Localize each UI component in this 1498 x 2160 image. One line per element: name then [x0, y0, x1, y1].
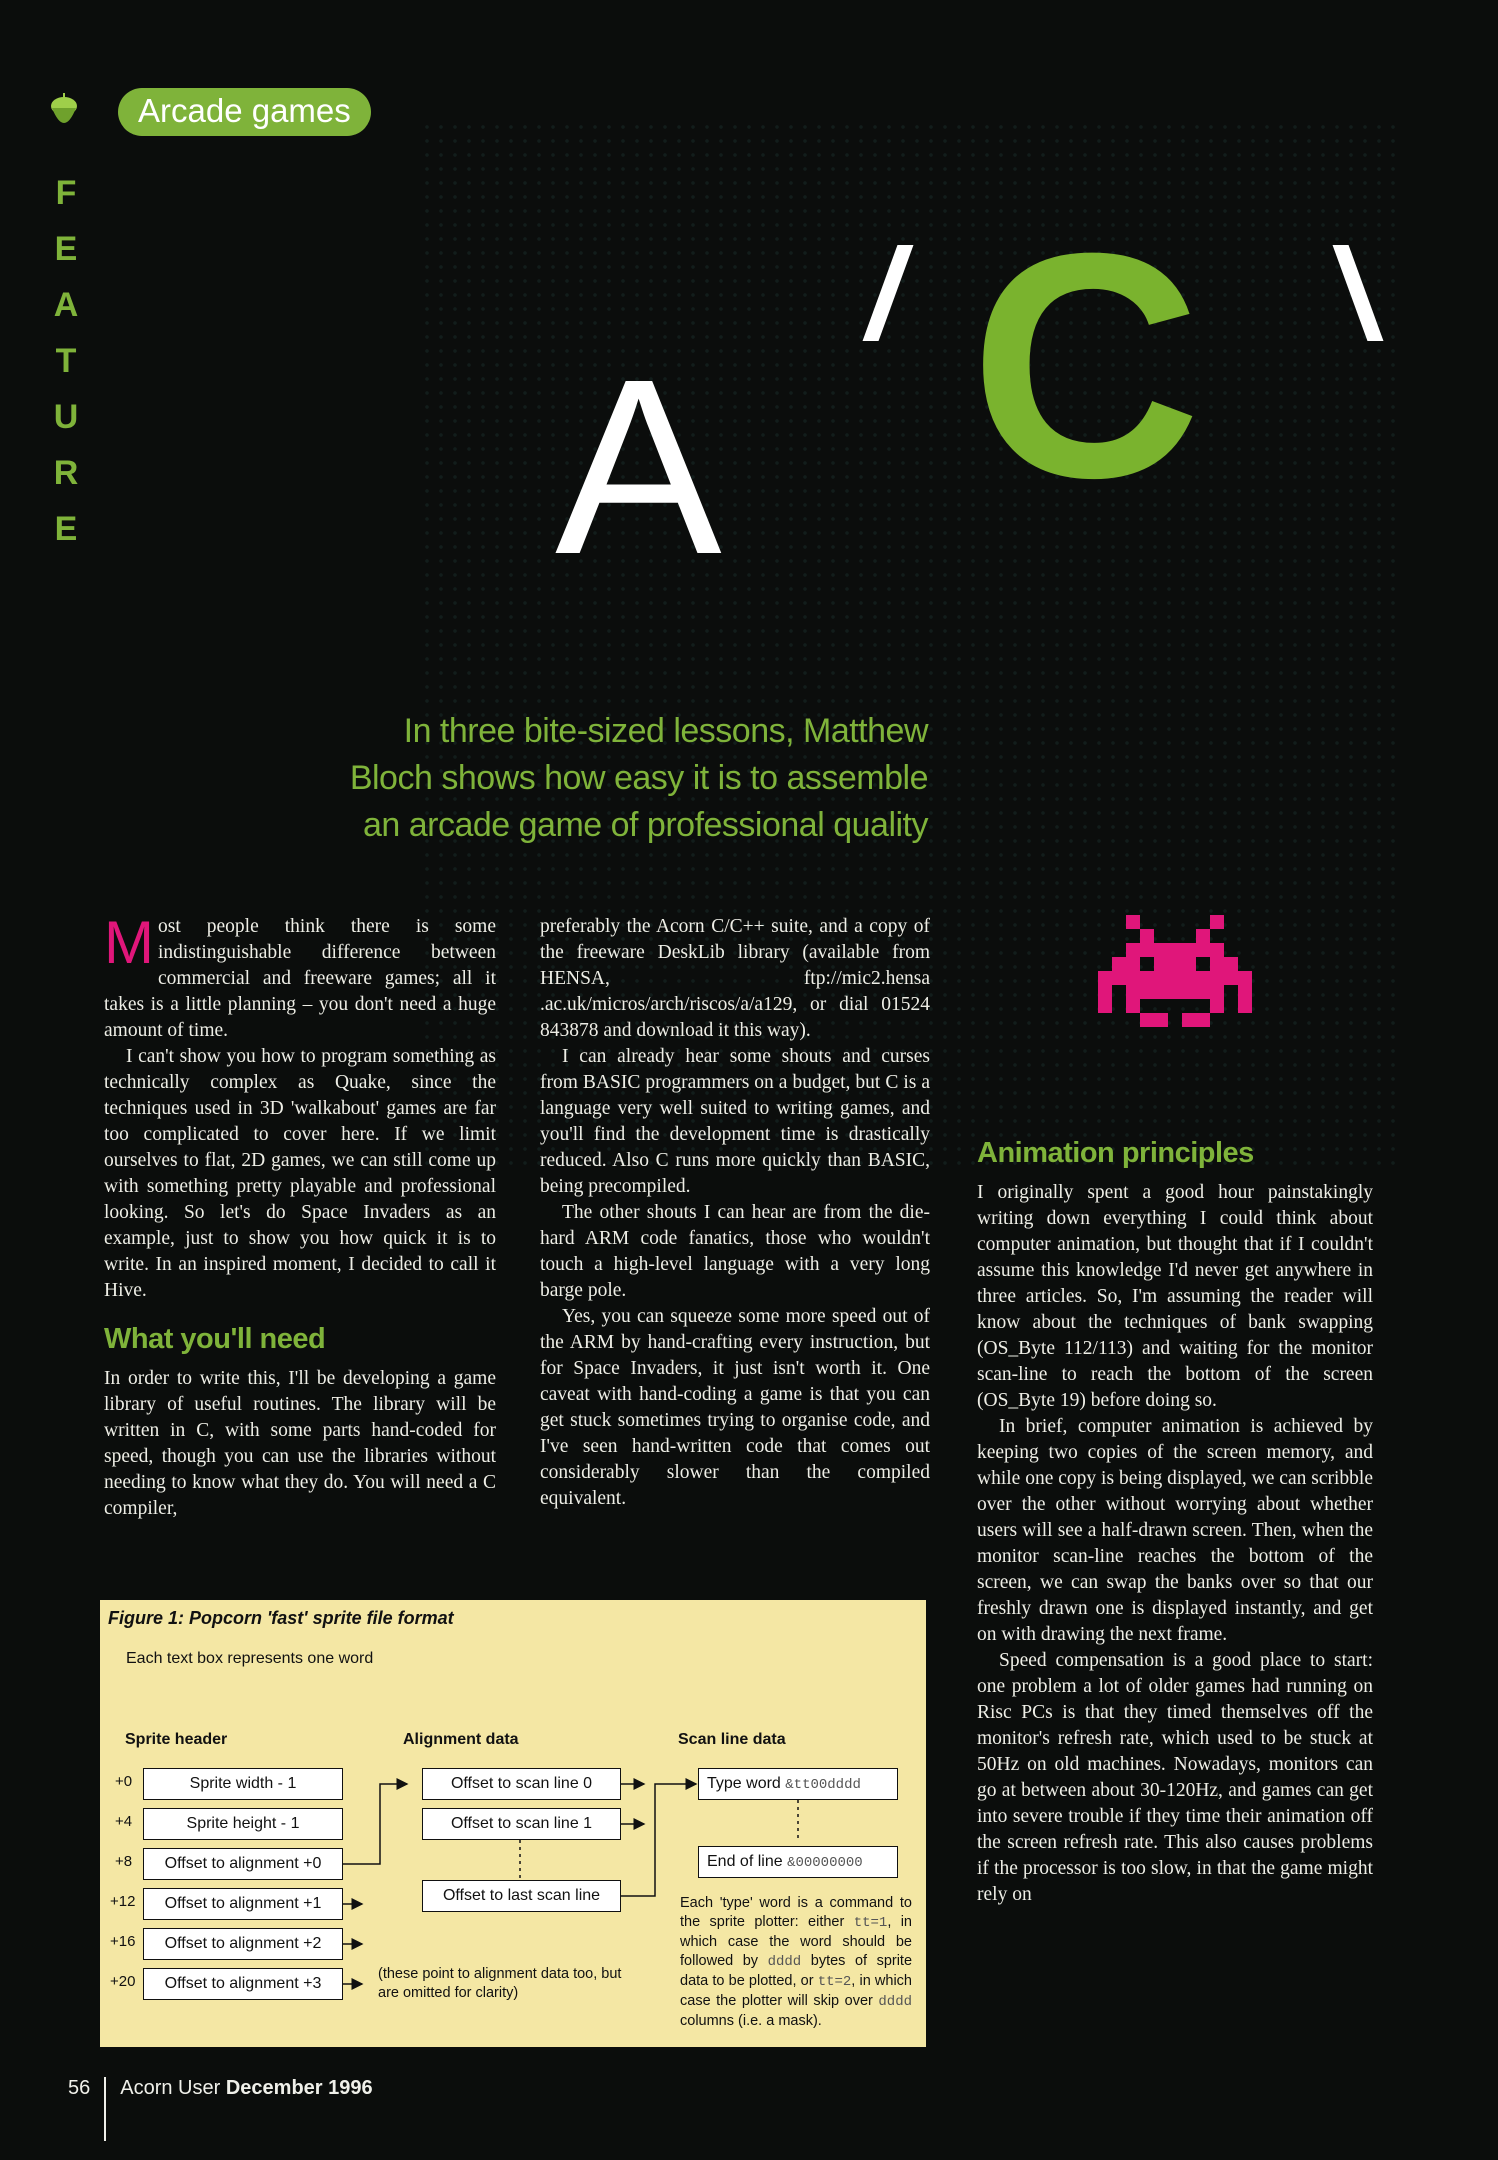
figure-subtitle: Each text box represents one word [126, 1650, 374, 1667]
magazine-name: Acorn User [120, 2077, 221, 2099]
sprite-header-box: Sprite width - 1 [143, 1768, 343, 1800]
column-3 [977, 1137, 1373, 1908]
acorn-icon [48, 92, 80, 136]
title-letter-c: C [970, 186, 1202, 544]
sprite-header-box: Offset to alignment +0 [143, 1848, 343, 1880]
sprite-header-title: Sprite header [125, 1731, 228, 1748]
space-invader-icon [1085, 915, 1265, 1027]
type-word-box: Type word &tt00dddd [698, 1768, 898, 1800]
scan-line-data-title: Scan line data [678, 1731, 786, 1748]
column-1 [104, 909, 496, 1522]
figure-1 [100, 1600, 926, 2047]
body-paragraph: The other shouts I can hear are from the die-hard ARM code fanatics, those who wouldn't touch a high-level language with a very long barge pole. [540, 1202, 930, 1301]
feature-label: F E A T U R E [53, 174, 79, 548]
issue-date: December 1996 [225, 2077, 373, 2099]
drop-cap: M [104, 909, 154, 976]
offset-label: +12 [110, 1893, 136, 1910]
alignment-data-title: Alignment data [403, 1731, 519, 1748]
body-paragraph: In order to write this, I'll be developing a game library of useful routines. The library will be written in C, with some parts hand-coded for speed, though you can use the libraries without needing to know what they do. You will need a C compiler, [104, 1368, 496, 1519]
offset-label: +0 [115, 1773, 133, 1790]
alignment-box: Offset to scan line 0 [422, 1768, 621, 1800]
page-number: 56 [68, 2077, 91, 2099]
sprite-header-box: Offset to alignment +1 [143, 1888, 343, 1920]
figure-title: Figure 1: Popcorn 'fast' sprite file format [108, 1608, 454, 1628]
body-paragraph: I originally spent a good hour painstakingly writing down everything I could think about computer animation, but thought that if I couldn't assume this knowledge I'd never get anywhere in three articles. So, I'm assuming the reader will know about the techniques of bank swapping (OS_Byte 112/113) and waiting for the monitor scan-line to reach the bottom of the screen (OS_Byte 19) before doing so. [977, 1182, 1373, 1411]
end-of-line-box: End of line &00000000 [698, 1846, 898, 1878]
sprite-header-box: Offset to alignment +2 [143, 1928, 343, 1960]
page-footer [68, 2077, 373, 2141]
sprite-header-box: Offset to alignment +3 [143, 1968, 343, 2000]
offset-label: +20 [110, 1973, 136, 1990]
intro-paragraph: Most people think there is some indistinguishable difference between commercial and freeware games; all it takes is a little planning – you don't need a huge amount of time. [104, 909, 496, 1041]
body-paragraph: preferably the Acorn C/C++ suite, and a copy of the freeware DeskLib library (available from HENSA, ftp://mic2.hensa .ac.uk/micros/arch/riscos/a/a129, or dial 01524 843878 and download it this way). [540, 916, 930, 1041]
offset-label: +8 [115, 1853, 133, 1870]
body-paragraph: Yes, you can squeeze some more speed out of the ARM by hand-crafting every instruction, but for Space Invaders, it just isn't worth it. One caveat with hand-coding a game is that you can get stuck sometimes trying to organise code, and I've seen hand-written code that comes out considerably slower than the compiled equivalent. [540, 1306, 930, 1509]
body-paragraph: In brief, computer animation is achieved by keeping two copies of the screen memory, and while one copy is being displayed, we can scribble over the other without worrying about whether users will see a half-drawn screen. Then, when the monitor scan-line reaches the bottom of the screen, we can swap the banks over so that our freshly drawn one is displayed instantly, and get on with drawing the next frame. [977, 1416, 1373, 1645]
standfirst: In three bite-sized lessons, Matthew Bloch shows how easy it is to assemble an arcade game of professional quality [349, 712, 928, 844]
body-paragraph: Speed compensation is a good place to start: one problem a lot of older games had running on Risc PCs is that they timed themselves off the monitor's refresh rate, which used to be stuck at 50Hz on old machines. Nowadays, monitors can go at between about 30-120Hz, and games can get into severe trouble if they time their animation off the screen refresh rate. This also causes problems if the processor is too slow, in that the game might rely on [977, 1650, 1373, 1905]
scan-line-note: Each 'type' word is a command to the sprite plotter: either tt=1, in which case the word should be followed by dddd bytes of sprite data to be plotted, or tt=2, in which case the plotter will skip over dddd columns (i.e. a mask). [680, 1895, 913, 2029]
offset-label: +16 [110, 1933, 136, 1950]
footer-divider [104, 2077, 106, 2141]
alignment-box: Offset to scan line 1 [422, 1808, 621, 1840]
section-tag: Arcade games [118, 88, 371, 136]
alignment-box: Offset to last scan line [422, 1880, 621, 1912]
subhead-animation-principles: Animation principles [977, 1137, 1254, 1169]
offset-label: +4 [115, 1813, 133, 1830]
subhead-what-you-need: What you'll need [104, 1323, 326, 1355]
sprite-header-box: Sprite height - 1 [143, 1808, 343, 1840]
body-paragraph: I can already hear some shouts and curses from BASIC programmers on a budget, but C is a language very well suited to writing games, and you'll find the development time is drastically reduced. Also C runs more quickly than BASIC, being precompiled. [540, 1046, 930, 1197]
body-paragraph: I can't show you how to program something as technically complex as Quake, since the techniques used in 3D 'walkabout' games are far too complicated to cover here. If we limit ourselves to flat, 2D games, we can still come up with something pretty playable and professional looking. So let's do Space Invaders as an example, just to show you how quick it is to write. In an inspired moment, I decided to call it Hive. [104, 1046, 496, 1301]
title-letter-a: A [555, 327, 722, 606]
alignment-note: (these point to alignment data too, but are omitted for clarity) [378, 1966, 622, 2001]
column-2 [540, 914, 930, 1512]
